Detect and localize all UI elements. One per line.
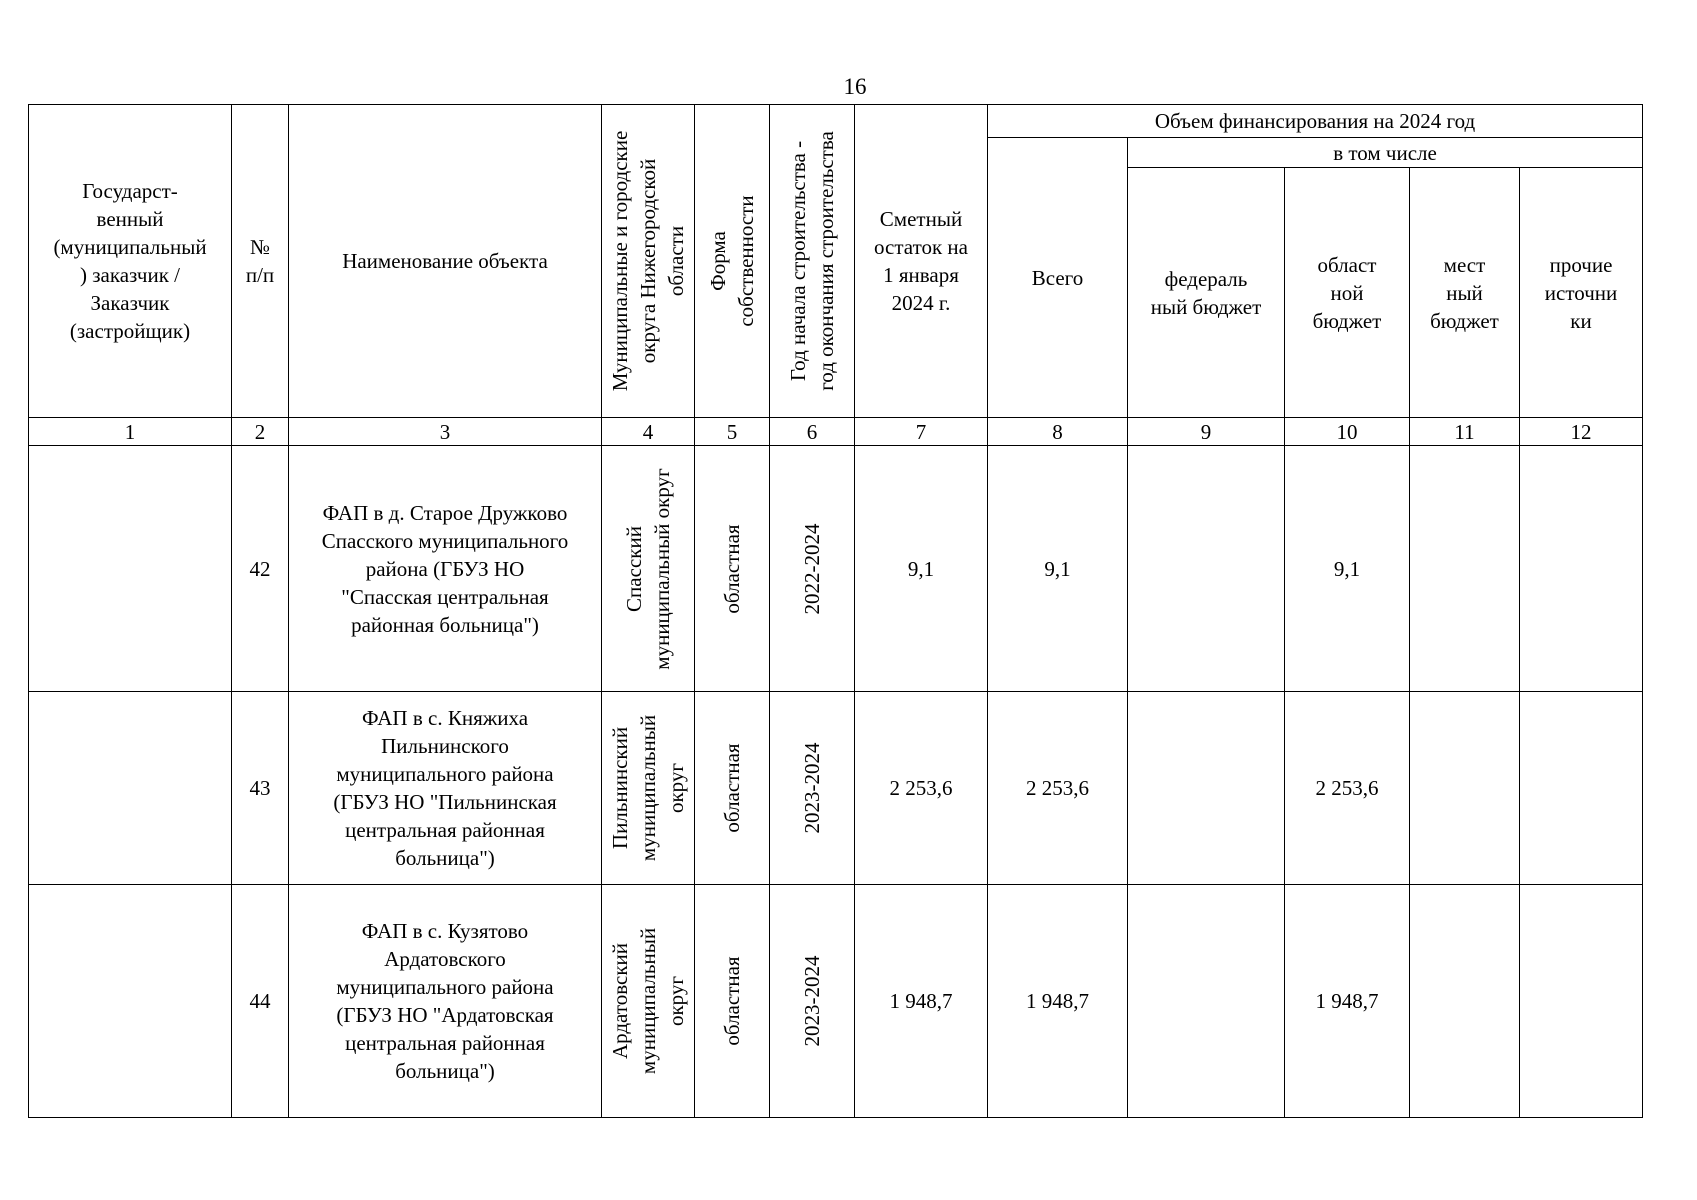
cell-municipality: Пильнинский муниципальный округ (602, 692, 695, 885)
cell-number: 43 (232, 692, 289, 885)
column-number: 6 (770, 418, 855, 446)
cell-years: 2023-2024 (770, 885, 855, 1118)
header-federal: федераль ный бюджет (1128, 168, 1285, 418)
header-total: Всего (988, 138, 1128, 418)
cell-other (1520, 446, 1643, 692)
cell-customer (29, 885, 232, 1118)
header-number: № п/п (232, 105, 289, 418)
cell-federal (1128, 692, 1285, 885)
header-customer: Государст- венный (муниципальный ) заказчик / Заказчик (застройщик) (29, 105, 232, 418)
cell-object-name: ФАП в с. Княжиха Пильнинского муниципального района (ГБУЗ НО "Пильнинская центральная районная больница") (289, 692, 602, 885)
table-row (29, 692, 1643, 885)
cell-local (1410, 446, 1520, 692)
table-row (29, 446, 1643, 692)
cell-ownership: областная (695, 692, 770, 885)
cell-number: 42 (232, 446, 289, 692)
cell-estimate: 9,1 (855, 446, 988, 692)
cell-ownership: областная (695, 885, 770, 1118)
cell-municipality: Ардатовский муниципальный округ (602, 885, 695, 1118)
cell-municipality: Спасский муниципальный округ (602, 446, 695, 692)
cell-object-name: ФАП в д. Старое Дружково Спасского муниципального района (ГБУЗ НО "Спасская центральная районная больница") (289, 446, 602, 692)
cell-estimate: 2 253,6 (855, 692, 988, 885)
investment-table (28, 104, 1643, 1118)
column-number: 4 (602, 418, 695, 446)
column-number: 3 (289, 418, 602, 446)
page-number: 16 (843, 74, 867, 99)
cell-other (1520, 692, 1643, 885)
cell-federal (1128, 446, 1285, 692)
header-estimate: Сметный остаток на 1 января 2024 г. (855, 105, 988, 418)
cell-total: 9,1 (988, 446, 1128, 692)
column-number: 5 (695, 418, 770, 446)
cell-regional: 1 948,7 (1285, 885, 1410, 1118)
header-local: мест ный бюджет (1410, 168, 1520, 418)
column-number: 10 (1285, 418, 1410, 446)
column-number: 2 (232, 418, 289, 446)
header-municipality: Муниципальные и городские округа Нижегородской области (602, 105, 695, 418)
cell-regional: 9,1 (1285, 446, 1410, 692)
cell-object-name: ФАП в с. Кузятово Ардатовского муниципального района (ГБУЗ НО "Ардатовская центральная районная больница") (289, 885, 602, 1118)
cell-local (1410, 692, 1520, 885)
table-row (29, 885, 1643, 1118)
cell-federal (1128, 885, 1285, 1118)
header-funding-title: Объем финансирования на 2024 год (988, 105, 1643, 138)
header-years: Год начала строительства - год окончания строительства (770, 105, 855, 418)
column-number: 8 (988, 418, 1128, 446)
cell-total: 1 948,7 (988, 885, 1128, 1118)
cell-regional: 2 253,6 (1285, 692, 1410, 885)
cell-number: 44 (232, 885, 289, 1118)
column-number: 1 (29, 418, 232, 446)
cell-customer (29, 692, 232, 885)
column-number: 12 (1520, 418, 1643, 446)
header-regional: област ной бюджет (1285, 168, 1410, 418)
cell-local (1410, 885, 1520, 1118)
cell-years: 2023-2024 (770, 692, 855, 885)
column-number: 11 (1410, 418, 1520, 446)
header-other: прочие источни ки (1520, 168, 1643, 418)
cell-other (1520, 885, 1643, 1118)
column-number-row (29, 418, 1643, 446)
cell-total: 2 253,6 (988, 692, 1128, 885)
cell-years: 2022-2024 (770, 446, 855, 692)
cell-ownership: областная (695, 446, 770, 692)
header-including: в том числе (1128, 138, 1643, 168)
header-object-name: Наименование объекта (289, 105, 602, 418)
cell-customer (29, 446, 232, 692)
header-ownership: Форма собственности (695, 105, 770, 418)
column-number: 7 (855, 418, 988, 446)
column-number: 9 (1128, 418, 1285, 446)
cell-estimate: 1 948,7 (855, 885, 988, 1118)
